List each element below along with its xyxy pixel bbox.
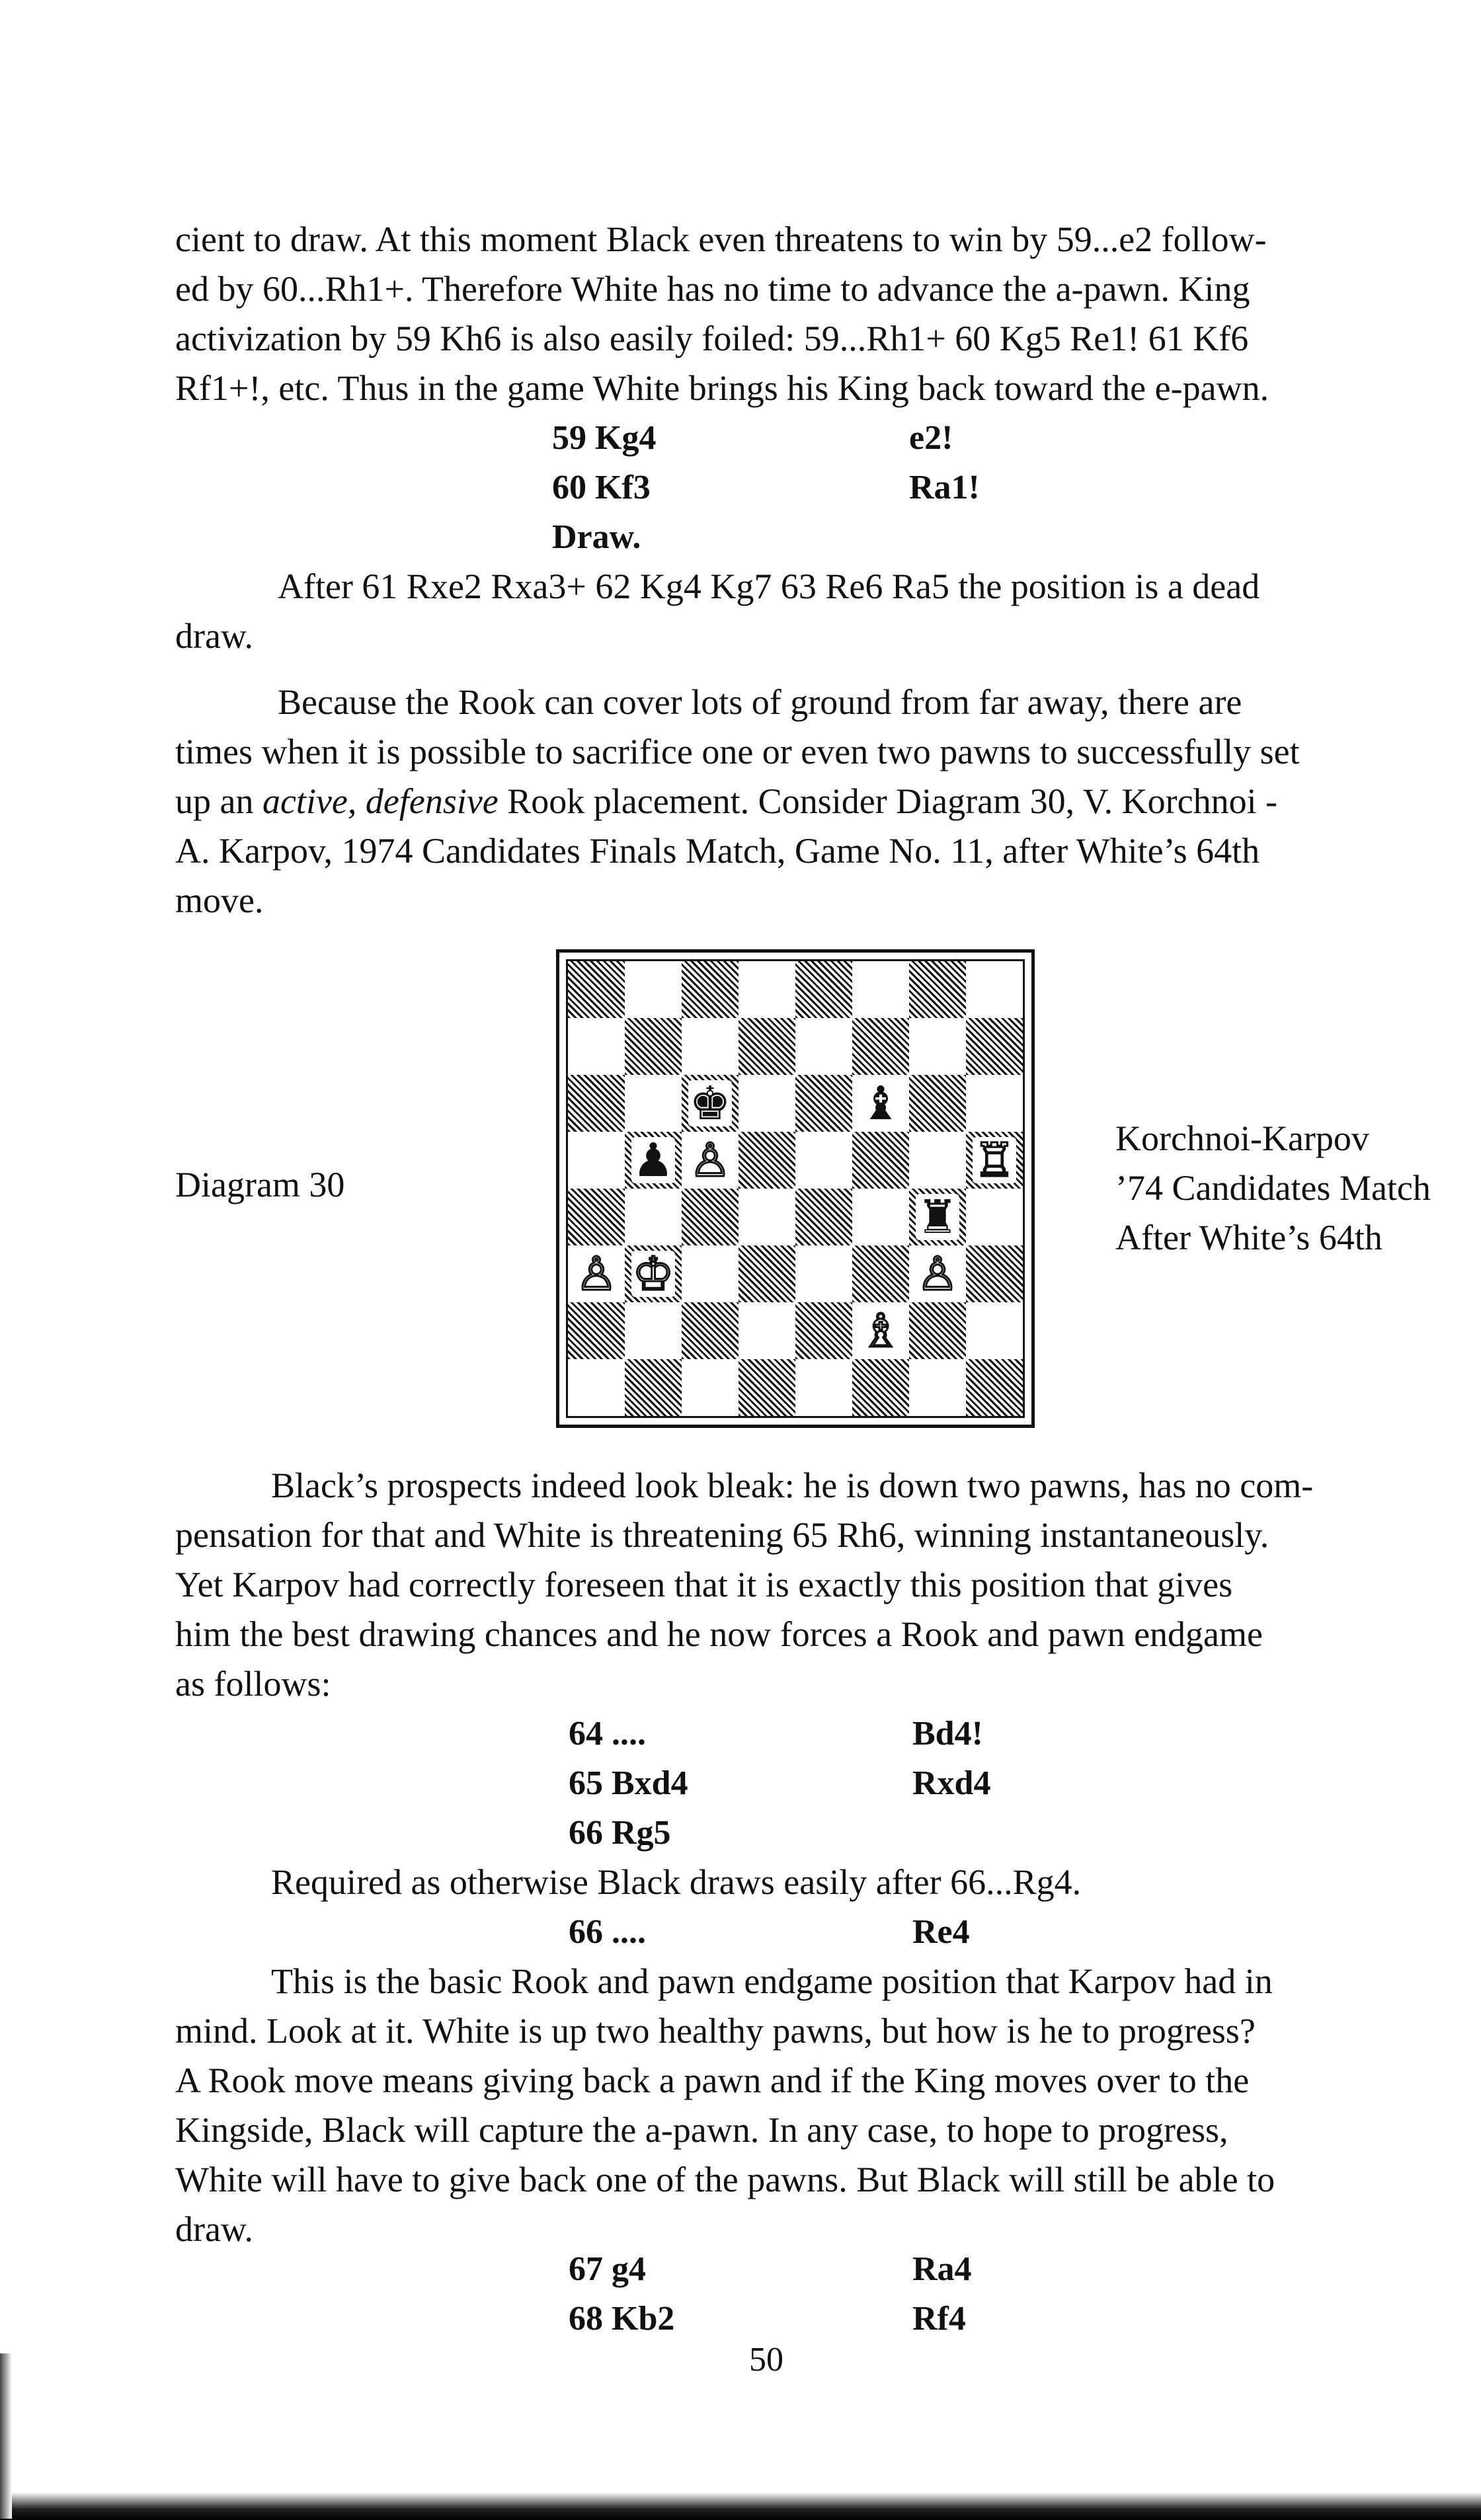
- paragraph-3-line-3: [175, 777, 1277, 826]
- white-piece-c5: ♙: [689, 1133, 731, 1187]
- move-black: Ra1!: [909, 469, 980, 506]
- page-edge-shadow-left: [0, 2353, 12, 2519]
- paragraph-2-line-1: After 61 Rxe2 Rxa3+ 62 Kg4 Kg7 63 Re6 Ra5 the position is a dead: [278, 567, 1260, 606]
- square-c1: [682, 1359, 739, 1416]
- square-a1: [568, 1359, 625, 1416]
- square-d3: [739, 1245, 795, 1302]
- paragraph-5-line-3: A Rook move means giving back a pawn and if the King moves over to the: [175, 2061, 1250, 2100]
- moves-block-1: [552, 413, 1213, 565]
- square-b3: [625, 1245, 682, 1302]
- square-b2: [625, 1302, 682, 1359]
- chess-board: [556, 949, 1035, 1428]
- paragraph-4-line-2: pensation for that and White is threatening 65 Rh6, winning instantaneously.: [175, 1515, 1269, 1555]
- square-f4: [852, 1189, 909, 1245]
- paragraph-4-line-1: Black’s prospects indeed look bleak: he is down two pawns, has no com-: [271, 1466, 1314, 1505]
- moves-block-2: [569, 1709, 1230, 1861]
- square-g6: [909, 1075, 966, 1132]
- square-e1: [795, 1359, 852, 1416]
- move-black: Rxd4: [912, 1764, 991, 1802]
- square-c3: [682, 1245, 739, 1302]
- square-a4: [568, 1189, 625, 1245]
- square-d6: [739, 1075, 795, 1132]
- square-c7: [682, 1018, 739, 1075]
- square-e3: [795, 1245, 852, 1302]
- square-c5: [682, 1132, 739, 1189]
- square-g5: [909, 1132, 966, 1189]
- italic-text: active, defensive: [262, 781, 499, 821]
- square-f8: [852, 961, 909, 1018]
- square-h2: [966, 1302, 1023, 1359]
- square-g7: [909, 1018, 966, 1075]
- square-d4: [739, 1189, 795, 1245]
- square-b4: [625, 1189, 682, 1245]
- square-g4: [909, 1189, 966, 1245]
- move-white: 65 Bxd4: [569, 1764, 688, 1802]
- square-d5: [739, 1132, 795, 1189]
- square-d2: [739, 1302, 795, 1359]
- square-c4: [682, 1189, 739, 1245]
- paragraph-3-line-2: times when it is possible to sacrifice one or even two pawns to successfully set: [175, 732, 1300, 771]
- square-c6: [682, 1075, 739, 1132]
- diagram-caption-line-1: Korchnoi-Karpov: [1115, 1119, 1369, 1158]
- move-black: Rf4: [912, 2300, 966, 2338]
- moves-block-3: [569, 1907, 1230, 1960]
- square-a2: [568, 1302, 625, 1359]
- square-a7: [568, 1018, 625, 1075]
- square-e5: [795, 1132, 852, 1189]
- page-number: 50: [749, 2341, 783, 2379]
- paragraph-5-line-2: mind. Look at it. White is up two healthy pawns, but how is he to progress?: [175, 2011, 1256, 2051]
- square-h6: [966, 1075, 1023, 1132]
- text: up an: [175, 781, 262, 821]
- paragraph-4-line-3: Yet Karpov had correctly foreseen that it is exactly this position that gives: [175, 1565, 1233, 1604]
- square-a8: [568, 961, 625, 1018]
- square-d8: [739, 961, 795, 1018]
- square-f6: [852, 1075, 909, 1132]
- paragraph-3-line-1: Because the Rook can cover lots of ground from far away, there are: [278, 682, 1242, 722]
- move-white: 66 ....: [569, 1913, 646, 1951]
- move-white: 59 Kg4: [552, 419, 657, 457]
- square-e7: [795, 1018, 852, 1075]
- paragraph-3-line-5: move.: [175, 881, 264, 920]
- square-b8: [625, 961, 682, 1018]
- paragraph-2-line-2: draw.: [175, 616, 253, 656]
- paragraph-1-line-1: cient to draw. At this moment Black even threatens to win by 59...e2 follow-: [175, 219, 1267, 259]
- move-white: 68 Kb2: [569, 2300, 675, 2338]
- move-white: 64 ....: [569, 1715, 646, 1752]
- paragraph-5-line-6: draw.: [175, 2209, 253, 2249]
- diagram-caption-line-2: ’74 Candidates Match: [1115, 1168, 1431, 1208]
- square-f2: [852, 1302, 909, 1359]
- square-c8: [682, 961, 739, 1018]
- square-a6: [568, 1075, 625, 1132]
- square-h1: [966, 1359, 1023, 1416]
- paragraph-4-line-4: him the best drawing chances and he now forces a Rook and pawn endgame: [175, 1614, 1263, 1654]
- paragraph-1-line-3: activization by 59 Kh6 is also easily foiled: 59...Rh1+ 60 Kg5 Re1! 61 Kf6: [175, 319, 1249, 358]
- black-piece-b5: ♟: [632, 1133, 674, 1187]
- result-draw: Draw.: [552, 518, 641, 556]
- paragraph-1-line-4: Rf1+!, etc. Thus in the game White brings his King back toward the e-pawn.: [175, 368, 1269, 408]
- page-edge-shadow: [0, 2492, 1481, 2520]
- square-b7: [625, 1018, 682, 1075]
- white-piece-h5: ♖: [973, 1133, 1016, 1187]
- square-a5: [568, 1132, 625, 1189]
- black-piece-g4: ♜: [916, 1190, 959, 1244]
- square-e6: [795, 1075, 852, 1132]
- paragraph-4-line-5: as follows:: [175, 1664, 331, 1704]
- square-e2: [795, 1302, 852, 1359]
- square-g2: [909, 1302, 966, 1359]
- move-black: Bd4!: [912, 1715, 983, 1752]
- square-h3: [966, 1245, 1023, 1302]
- square-e4: [795, 1189, 852, 1245]
- square-d7: [739, 1018, 795, 1075]
- paragraph-3-line-4: A. Karpov, 1974 Candidates Finals Match, Game No. 11, after White’s 64th: [175, 831, 1260, 871]
- diagram-label: Diagram 30: [175, 1165, 345, 1204]
- text: Rook placement. Consider Diagram 30, V. Korchnoi -: [498, 781, 1278, 821]
- black-piece-f6: ♝: [860, 1076, 902, 1130]
- square-b6: [625, 1075, 682, 1132]
- square-f7: [852, 1018, 909, 1075]
- white-piece-b3: ♔: [632, 1247, 674, 1301]
- square-g3: [909, 1245, 966, 1302]
- move-black: Re4: [912, 1913, 970, 1951]
- move-white: 66 Rg5: [569, 1814, 671, 1852]
- square-h8: [966, 961, 1023, 1018]
- paragraph-5-line-5: White will have to give back one of the pawns. But Black will still be able to: [175, 2160, 1275, 2199]
- paragraph-1-line-2: ed by 60...Rh1+. Therefore White has no time to advance the a-pawn. King: [175, 269, 1250, 309]
- board-grid: [566, 959, 1025, 1418]
- move-black: e2!: [909, 419, 953, 457]
- square-g8: [909, 961, 966, 1018]
- square-e8: [795, 961, 852, 1018]
- move-white: 67 g4: [569, 2250, 646, 2288]
- white-piece-a3: ♙: [575, 1247, 618, 1301]
- square-b1: [625, 1359, 682, 1416]
- square-h7: [966, 1018, 1023, 1075]
- square-h4: [966, 1189, 1023, 1245]
- move-white: 60 Kf3: [552, 469, 651, 506]
- square-h5: [966, 1132, 1023, 1189]
- paragraph-5-line-4: Kingside, Black will capture the a-pawn. In any case, to hope to progress,: [175, 2110, 1228, 2150]
- square-g1: [909, 1359, 966, 1416]
- square-f3: [852, 1245, 909, 1302]
- black-piece-c6: ♚: [689, 1076, 731, 1130]
- diagram-caption-line-3: After White’s 64th: [1115, 1218, 1382, 1257]
- square-f5: [852, 1132, 909, 1189]
- moves-block-4: [569, 2244, 1230, 2350]
- move-black: Ra4: [912, 2250, 972, 2288]
- square-c2: [682, 1302, 739, 1359]
- white-piece-g3: ♙: [916, 1247, 959, 1301]
- square-b5: [625, 1132, 682, 1189]
- white-piece-f2: ♗: [860, 1304, 902, 1358]
- note-required: Required as otherwise Black draws easily after 66...Rg4.: [271, 1862, 1082, 1902]
- square-a3: [568, 1245, 625, 1302]
- square-f1: [852, 1359, 909, 1416]
- square-d1: [739, 1359, 795, 1416]
- paragraph-5-line-1: This is the basic Rook and pawn endgame position that Karpov had in: [271, 1961, 1273, 2001]
